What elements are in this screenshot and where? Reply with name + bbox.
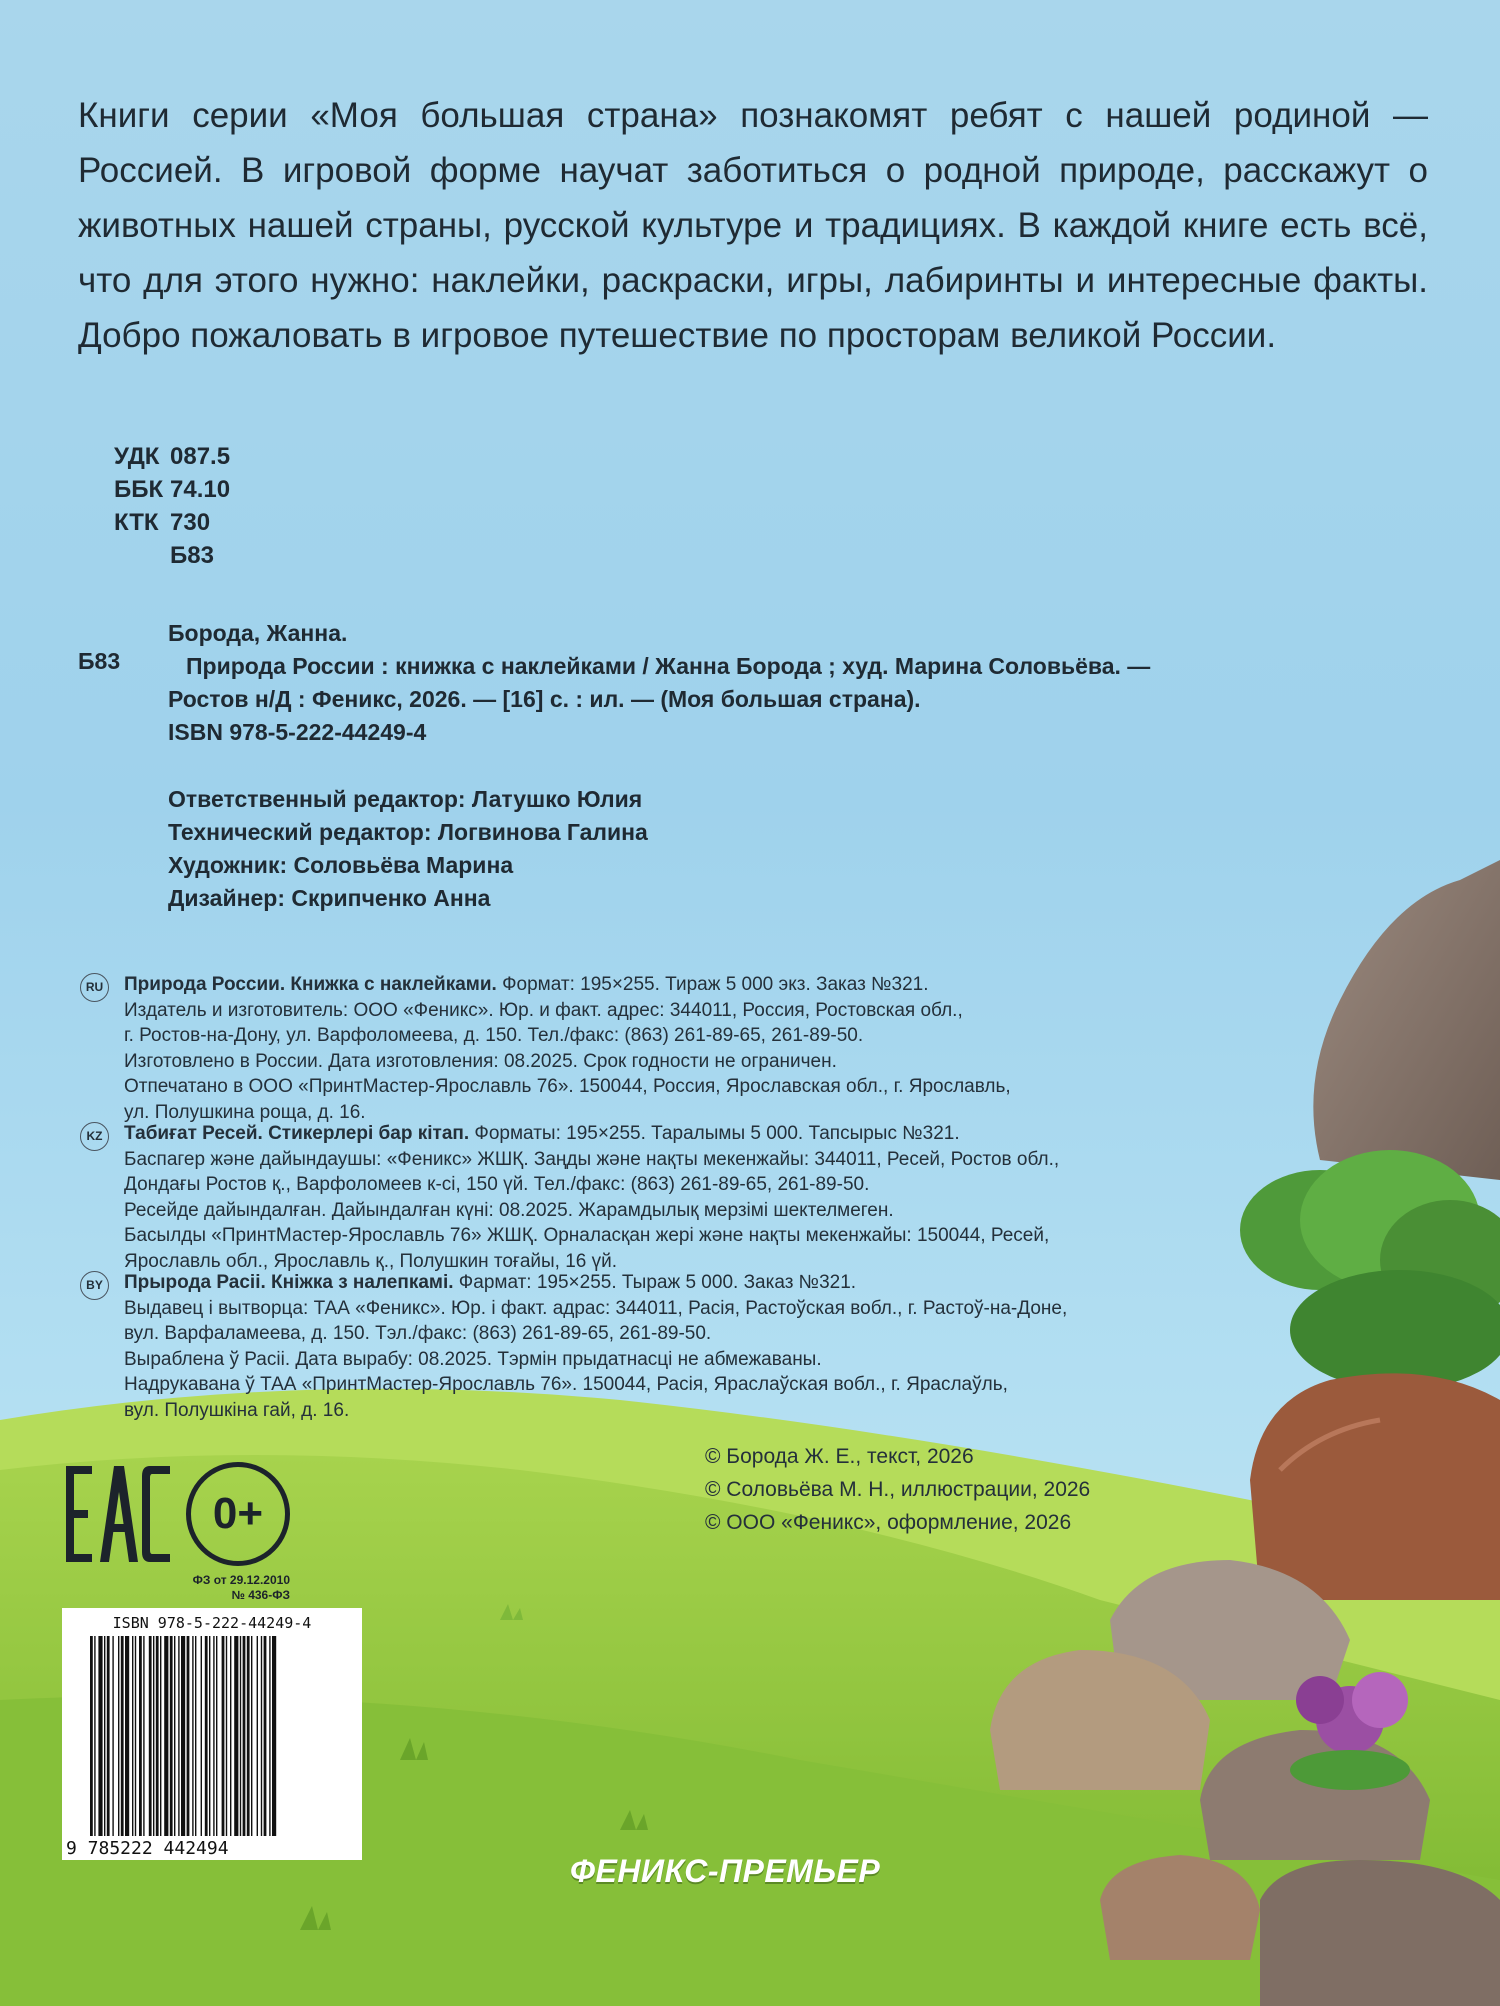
code-row-ktk (114, 506, 230, 539)
copyright-line: © ООО «Феникс», оформление, 2026 (705, 1511, 1072, 1534)
barcode-bars-icon (90, 1636, 338, 1836)
locale-block-kz (80, 1121, 1100, 1274)
locale-line: Издатель и изготовитель: ООО «Феникс». Юр. и факт. адрес: 344011, Россия, Ростовская обл., (124, 999, 963, 1021)
locale-line: Басылды «ПринтМастер-Ярославль 76» ЖШҚ. Орналасқан жері және нақты мекенжайы: 150044, Ресей, (124, 1225, 1050, 1246)
code-value: 087.5 (170, 443, 231, 470)
barcode (62, 1608, 362, 1860)
credit-line: Технический редактор: Логвинова Галина (168, 819, 648, 845)
biblio-isbn: ISBN 978-5-222-44249-4 (168, 719, 427, 745)
code-key (114, 539, 170, 572)
locale-heading-line (124, 1270, 1100, 1296)
locale-line: Выраблена ў Расіі. Дата вырабу: 08.2025. Тэрмін прыдатнасці не абмежаваны. (124, 1348, 822, 1370)
country-badge: BY (80, 1271, 109, 1300)
code-row-udk (114, 440, 230, 473)
eac-mark-icon (66, 1462, 170, 1566)
locale-block-ru (80, 972, 1100, 1125)
locale-block-by (80, 1270, 1100, 1423)
biblio-title: Природа России : книжка с наклейками / Жанна Борода ; худ. Марина Соловьёва. — (186, 653, 1151, 679)
barcode-isbn: ISBN 978-5-222-44249-4 (112, 1614, 312, 1632)
locale-line: Баспагер және дайындаушы: «Феникс» ЖШҚ. Заңды және нақты мекенжайы: 344011, Ресей, Ростов обл., (124, 1148, 1060, 1170)
copyright-block (705, 1440, 1090, 1539)
locale-heading: Природа России. Книжка с наклейками. (124, 974, 497, 995)
barcode-number: 9 785222 442494 (66, 1838, 229, 1859)
locale-heading: Прырода Расіі. Кніжка з налепкамі. (124, 1272, 454, 1293)
locale-line: г. Ростов-на-Дону, ул. Варфоломеева, д. 150. Тел./факс: (863) 261-89-65, 261-89-50. (124, 1025, 864, 1046)
credit-line: Дизайнер: Скрипченко Анна (168, 885, 491, 911)
code-key: УДК (114, 443, 160, 470)
copyright-line: © Соловьёва М. Н., иллюстрации, 2026 (705, 1478, 1091, 1501)
code-value: Б83 (170, 542, 214, 569)
biblio-imprint: Ростов н/Д : Феникс, 2026. — [16] с. : ил. — (Моя большая страна). (168, 686, 921, 712)
locale-line: Ресейде дайындалған. Дайындалған күні: 08.2025. Жарамдылық мерзімі шектелмеген. (124, 1199, 894, 1221)
code-value: 730 (170, 509, 211, 536)
age-rating-badge: 0+ (186, 1462, 290, 1566)
classification-codes (114, 440, 230, 572)
credit-line: Художник: Соловьёва Марина (168, 852, 514, 878)
locale-heading-rest: Фармат: 195×255. Тыраж 5 000. Заказ №321. (453, 1272, 857, 1293)
locale-line: Изготовлено в России. Дата изготовления: 08.2025. Срок годности не ограничен. (124, 1050, 837, 1072)
series-description: Книги серии «Моя большая страна» познакомят ребят с нашей родиной — Россией. В игровой форме научат заботиться о родной природе, расскажут о животных нашей страны, русской культуре и традициях. В каждой книге есть всё, что для этого нужно: наклейки, раскраски, игры, лабиринты и интересные факты. Добро пожаловать в игровое путешествие по просторам великой России. (78, 96, 1428, 355)
locale-line: вул. Варфаламеева, д. 150. Тэл./факс: (863) 261-89-65, 261-89-50. (124, 1323, 712, 1344)
locale-line: Надрукавана ў ТАА «ПринтМастер-Ярославль 76». 150044, Расія, Яраслаўская вобл., г. Яраслаўль, (124, 1374, 1008, 1395)
law-reference (186, 1573, 290, 1603)
code-row-author-mark (114, 539, 230, 572)
code-key: КТК (114, 509, 159, 536)
locale-heading-line (124, 972, 1100, 998)
locale-line: вул. Полушкіна гай, д. 16. (124, 1399, 350, 1421)
locale-heading-rest: Формат: 195×255. Тираж 5 000 экз. Заказ №321. (496, 974, 929, 995)
credit-line: Ответственный редактор: Латушко Юлия (168, 786, 643, 812)
code-key: ББК (114, 476, 164, 503)
locale-line: Выдавец і вытворца: ТАА «Феникс». Юр. і факт. адрас: 344011, Расія, Растоўская вобл., г. Растоў-на-Доне, (124, 1297, 1068, 1319)
locale-line: Дондағы Ростов қ., Варфоломеев к-сі, 150 үй. Тел./факс: (863) 261-89-65, 261-89-50. (124, 1174, 870, 1195)
biblio-author: Борода, Жанна. (168, 620, 348, 646)
author-mark: Б83 (78, 648, 121, 674)
locale-line: ул. Полушкина роща, д. 16. (124, 1101, 366, 1123)
bibliographic-record (168, 617, 1150, 749)
country-badge: KZ (80, 1122, 109, 1151)
code-value: 74.10 (170, 476, 231, 503)
locale-heading-rest: Форматы: 195×255. Таралымы 5 000. Тапсырыс №321. (469, 1123, 960, 1144)
locale-line: Отпечатано в ООО «ПринтМастер-Ярославль 76». 150044, Россия, Ярославская обл., г. Ярославль, (124, 1076, 1011, 1097)
locale-line: Ярославль обл., Ярославль қ., Полушкин тоғайы, 16 үй. (124, 1250, 618, 1272)
locale-heading: Табиғат Ресей. Стикерлері бар кітап. (124, 1123, 470, 1144)
copyright-line: © Борода Ж. Е., текст, 2026 (705, 1445, 974, 1468)
publisher-logo: ФЕНИКС-ПРЕМЬЕР (570, 1853, 881, 1889)
locale-heading-line (124, 1121, 1100, 1147)
country-badge: RU (80, 973, 109, 1002)
credits-list (168, 783, 648, 915)
code-row-bbk (114, 473, 230, 506)
law-reference-line: № 436-ФЗ (231, 1588, 290, 1602)
law-reference-line: ФЗ от 29.12.2010 (192, 1573, 290, 1587)
